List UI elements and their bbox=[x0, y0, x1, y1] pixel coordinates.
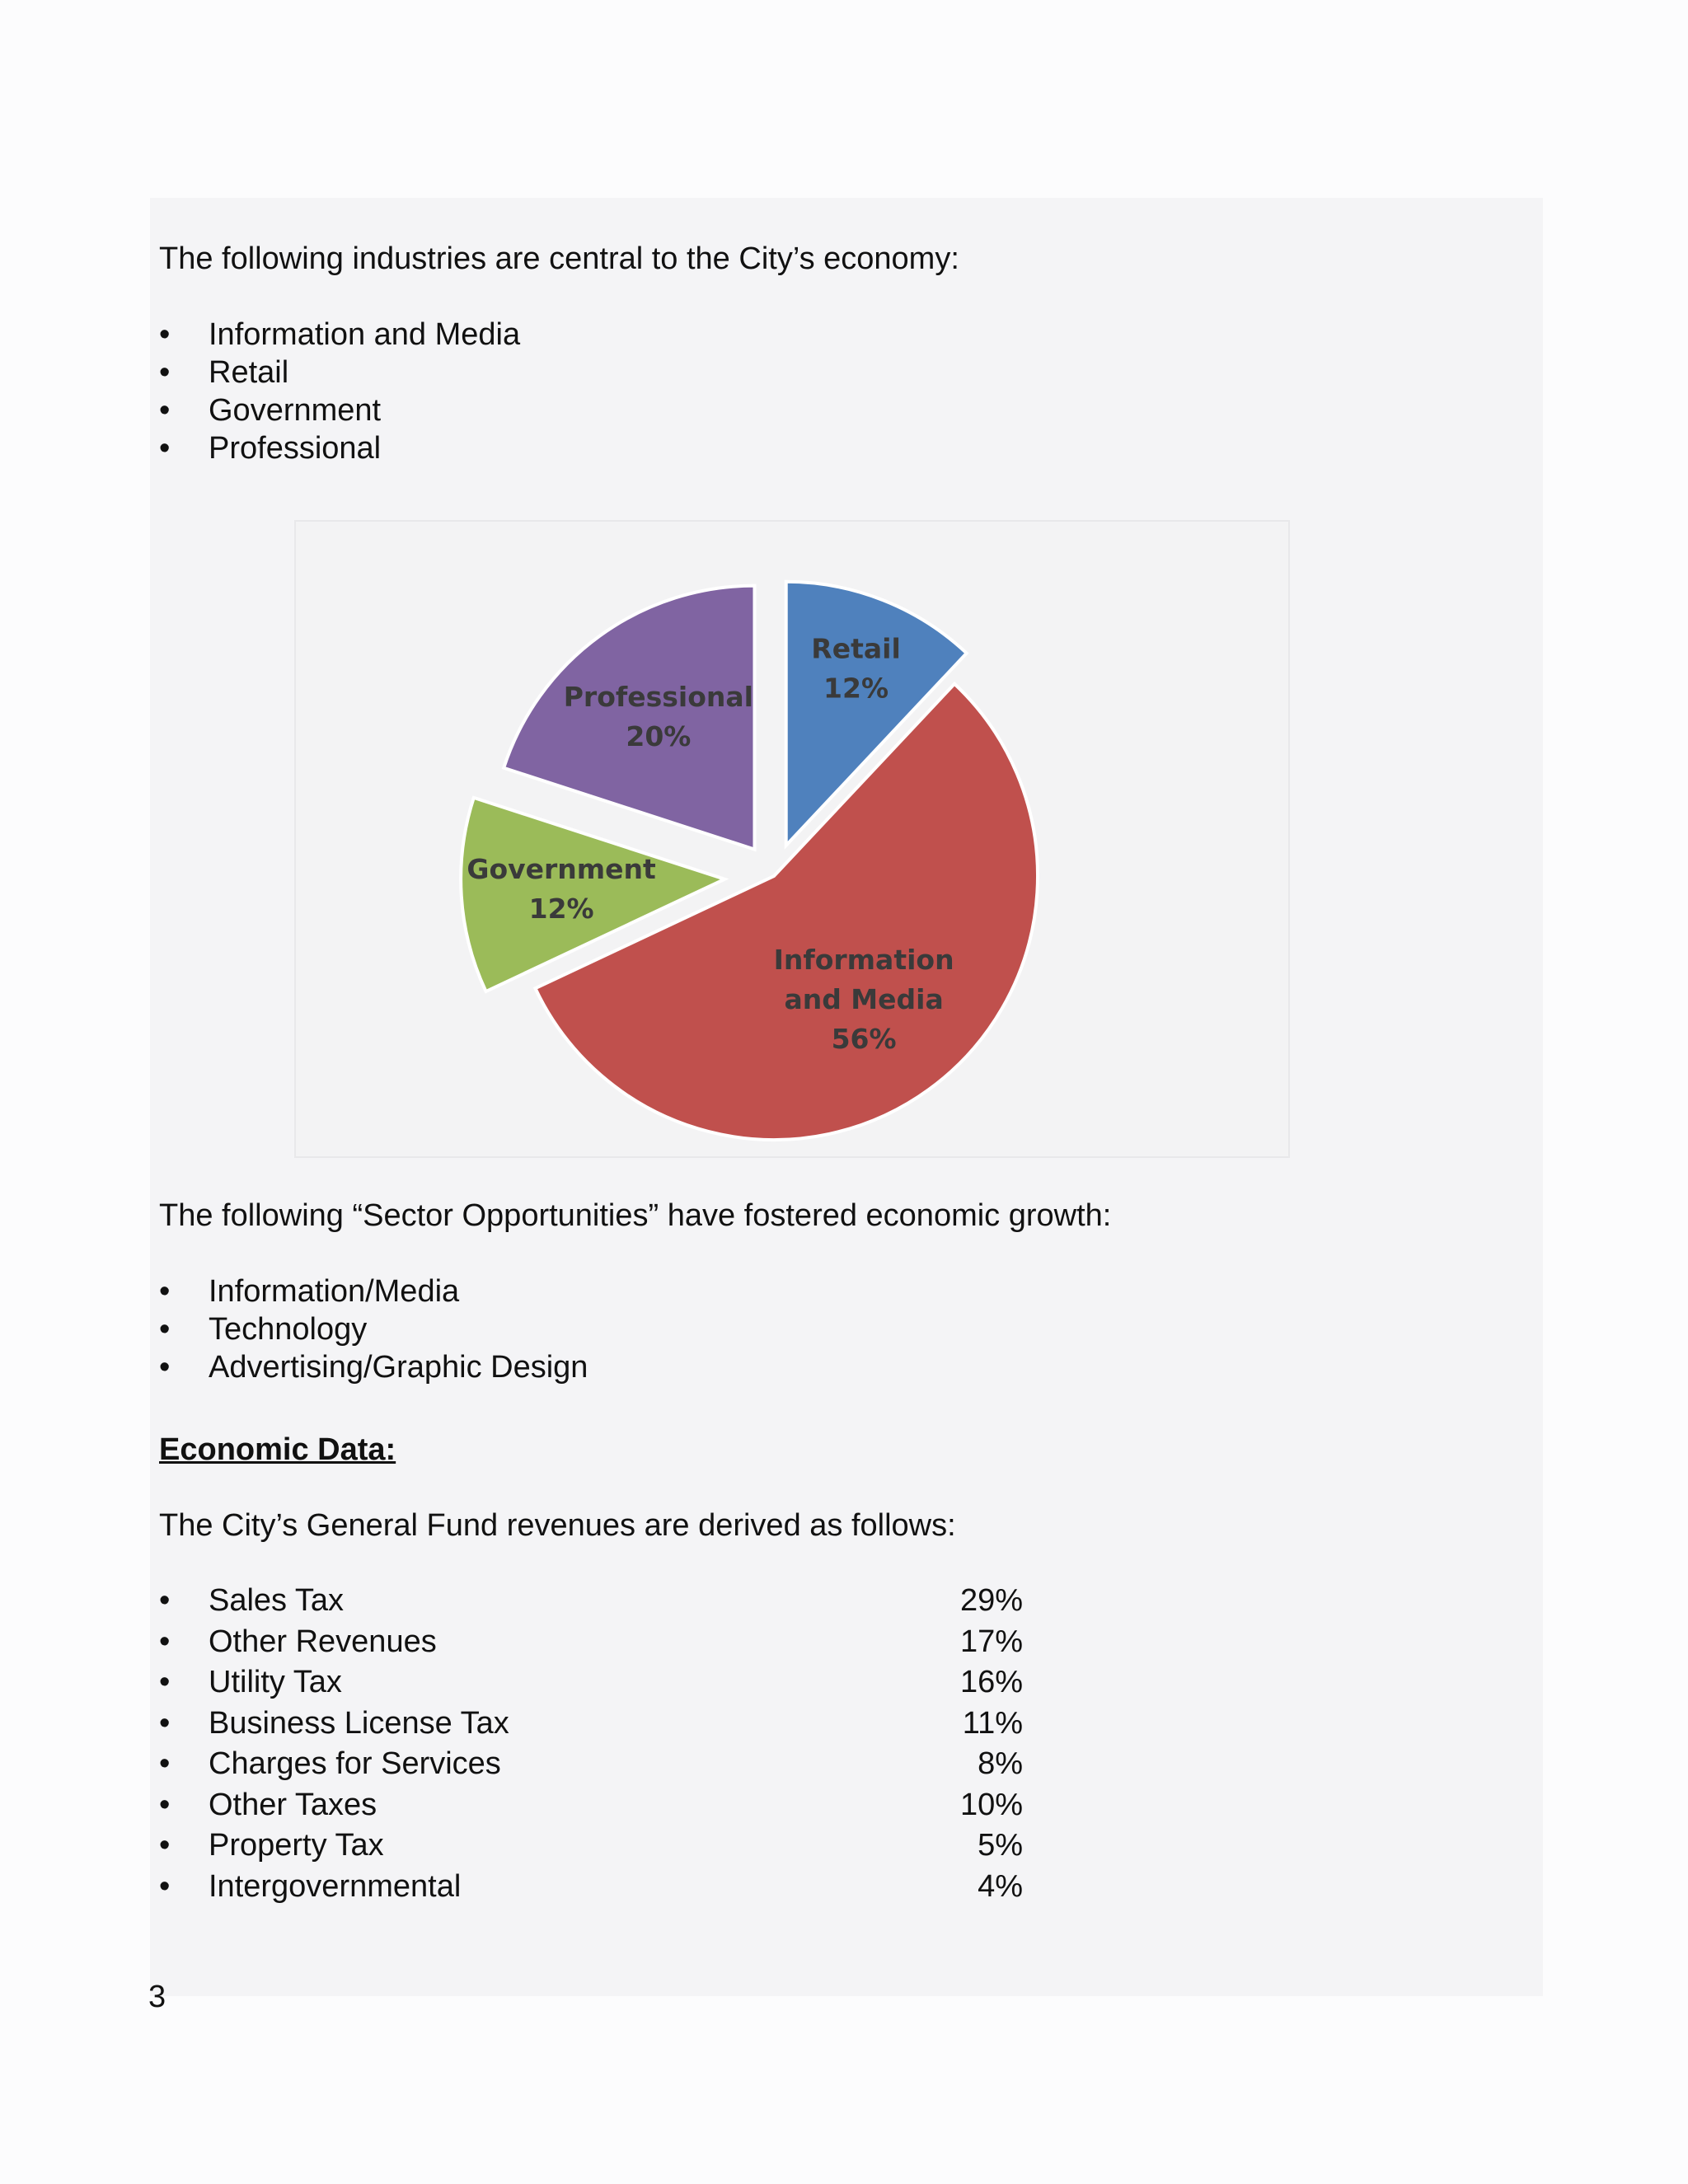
revenue-row bbox=[159, 1581, 1023, 1622]
bullet-icon: • bbox=[159, 1624, 171, 1659]
industries-list bbox=[159, 316, 520, 467]
revenue-row bbox=[159, 1704, 1023, 1745]
slice-name-label: Government bbox=[467, 853, 656, 886]
bullet-icon: • bbox=[159, 1583, 171, 1618]
revenue-list bbox=[159, 1581, 1023, 1907]
slice-percent-label: 12% bbox=[823, 672, 889, 705]
slice-name-label: Information bbox=[773, 944, 954, 977]
revenue-row bbox=[159, 1662, 1023, 1704]
revenue-name: Utility Tax bbox=[209, 1665, 342, 1699]
revenue-percent: 16% bbox=[959, 1665, 1023, 1699]
pie-chart-svg bbox=[296, 522, 1288, 1156]
bullet-icon: • bbox=[159, 1787, 171, 1822]
revenue-name: Sales Tax bbox=[209, 1583, 345, 1618]
revenue-name: Intergovernmental bbox=[209, 1868, 462, 1904]
slice-name-label: and Media bbox=[784, 983, 944, 1016]
industry-pie-chart bbox=[294, 520, 1290, 1158]
list-item: • Government bbox=[159, 393, 382, 428]
revenue-name: Other Revenues bbox=[209, 1624, 437, 1659]
bullet-icon: • bbox=[159, 1868, 171, 1904]
bullet-icon: • bbox=[159, 355, 171, 390]
revenue-percent: 8% bbox=[978, 1746, 1023, 1781]
list-item: • Professional bbox=[159, 431, 382, 466]
revenue-name: Other Taxes bbox=[209, 1787, 377, 1822]
revenue-row bbox=[159, 1867, 1023, 1908]
revenue-percent: 11% bbox=[962, 1705, 1023, 1741]
revenue-percent: 4% bbox=[978, 1868, 1023, 1904]
page-number: 3 bbox=[148, 1980, 166, 2014]
revenue-percent: 29% bbox=[959, 1583, 1023, 1618]
list-item: • Information and Media bbox=[159, 317, 521, 352]
revenue-row bbox=[159, 1744, 1023, 1785]
bullet-icon: • bbox=[159, 1350, 171, 1385]
revenue-percent: 5% bbox=[978, 1828, 1023, 1863]
bullet-icon: • bbox=[159, 1705, 171, 1741]
revenue-row bbox=[159, 1622, 1023, 1663]
slice-percent-label: 12% bbox=[528, 893, 594, 926]
revenue-percent: 17% bbox=[959, 1624, 1023, 1659]
bullet-icon: • bbox=[159, 1665, 171, 1699]
list-item: • Advertising/Graphic Design bbox=[159, 1350, 588, 1385]
list-item: • Information/Media bbox=[159, 1274, 460, 1309]
slice-percent-label: 56% bbox=[831, 1023, 897, 1056]
revenue-name: Business License Tax bbox=[209, 1705, 509, 1741]
bullet-icon: • bbox=[159, 317, 171, 352]
revenue-intro: The City’s General Fund revenues are derived as follows: bbox=[159, 1508, 956, 1543]
bullet-icon: • bbox=[159, 1828, 171, 1863]
revenue-name: Property Tax bbox=[209, 1828, 384, 1863]
list-item: • Retail bbox=[159, 355, 289, 390]
slice-percent-label: 20% bbox=[626, 720, 692, 753]
slice-name-label: Professional bbox=[563, 681, 753, 714]
revenue-row bbox=[159, 1825, 1023, 1867]
list-item: • Technology bbox=[159, 1312, 368, 1347]
bullet-icon: • bbox=[159, 1312, 171, 1347]
sector-intro: The following “Sector Opportunities” have fostered economic growth: bbox=[159, 1198, 1112, 1233]
revenue-percent: 10% bbox=[959, 1787, 1023, 1822]
slice-professional bbox=[504, 586, 754, 850]
economic-data-heading: Economic Data: bbox=[159, 1432, 396, 1467]
sectors-list bbox=[159, 1272, 588, 1386]
industries-intro: The following industries are central to the City’s economy: bbox=[159, 241, 959, 276]
revenue-row bbox=[159, 1785, 1023, 1826]
revenue-name: Charges for Services bbox=[209, 1746, 501, 1781]
bullet-icon: • bbox=[159, 1274, 171, 1309]
bullet-icon: • bbox=[159, 1746, 171, 1781]
slice-name-label: Retail bbox=[811, 632, 901, 665]
bullet-icon: • bbox=[159, 393, 171, 428]
bullet-icon: • bbox=[159, 431, 171, 466]
